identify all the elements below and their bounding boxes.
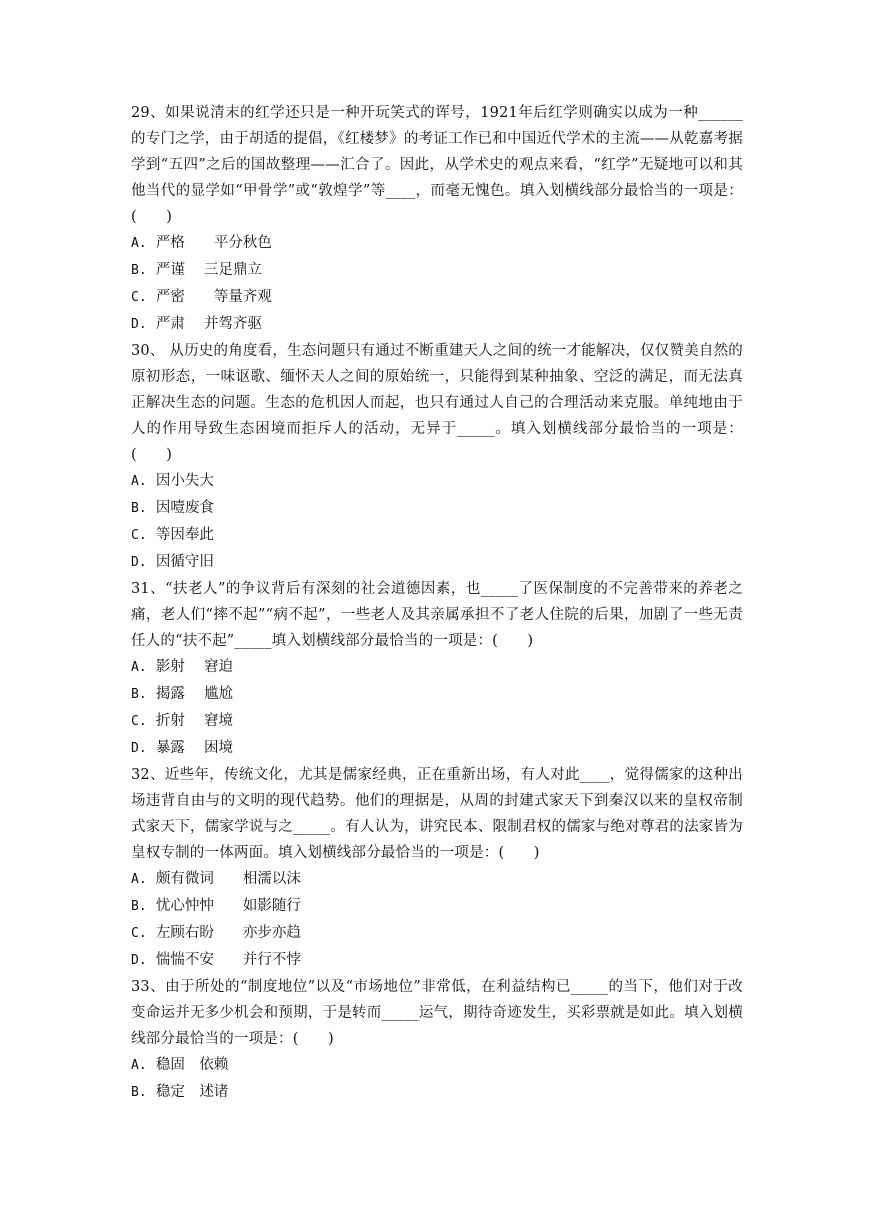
- question-30: [131, 338, 743, 576]
- option-text: 因循守旧: [155, 554, 214, 570]
- option-c: [131, 708, 743, 735]
- option-text: 等因奉此: [155, 527, 214, 543]
- option-text: 因噎废食: [155, 500, 214, 516]
- option-text: 暴露 困境: [155, 740, 233, 756]
- option-text: 折射 窘境: [155, 713, 233, 729]
- option-letter: B.: [131, 263, 147, 278]
- option-letter: C.: [131, 290, 147, 305]
- option-letter: D.: [131, 555, 147, 570]
- option-letter: A.: [131, 474, 147, 489]
- option-a: [131, 468, 743, 495]
- question-31: [131, 576, 743, 762]
- option-a: [131, 866, 743, 893]
- option-text: 严密 等量齐观: [155, 289, 272, 305]
- option-text: 惴惴不安 并行不悖: [155, 952, 301, 968]
- question-32: [131, 762, 743, 974]
- option-letter: C.: [131, 714, 147, 729]
- option-letter: B.: [131, 501, 147, 516]
- option-a: [131, 654, 743, 681]
- option-a: [131, 1052, 743, 1079]
- option-text: 因小失大: [155, 473, 214, 489]
- question-33: [131, 974, 743, 1106]
- option-letter: D.: [131, 741, 147, 756]
- option-b: [131, 681, 743, 708]
- option-letter: B.: [131, 899, 147, 914]
- exam-page: [131, 100, 743, 1106]
- option-letter: A.: [131, 1058, 147, 1073]
- option-text: 忧心忡忡 如影随行: [155, 898, 301, 914]
- option-letter: A.: [131, 872, 147, 887]
- option-letter: B.: [131, 687, 147, 702]
- option-c: [131, 284, 743, 311]
- option-b: [131, 257, 743, 284]
- question-text: 30、 从历史的角度看，生态问题只有通过不断重建天人之间的统一才能解决，仅仅赞美自然的原初形态，一味讴歌、缅怀天人之间的原始统一，只能得到某种抽象、空泛的满足，而无法真正解决生态的问题。生态的危机因人而起，也只有通过人自己的合理活动来克服。单纯地由于人的作用导致生态困境而拒斥人的活动，无异于_____。填入划横线部分最恰当的一项是：( ): [131, 343, 743, 463]
- option-text: 严格 平分秋色: [155, 235, 272, 251]
- option-text: 左顾右盼 亦步亦趋: [155, 925, 301, 941]
- option-b: [131, 495, 743, 522]
- option-letter: C.: [131, 926, 147, 941]
- option-letter: A.: [131, 660, 147, 675]
- option-d: [131, 549, 743, 576]
- option-b: [131, 893, 743, 920]
- option-d: [131, 311, 743, 338]
- option-text: 严谨 三足鼎立: [155, 262, 262, 278]
- option-a: [131, 230, 743, 257]
- option-letter: A.: [131, 236, 147, 251]
- question-text: 32、近些年，传统文化，尤其是儒家经典，正在重新出场，有人对此____，觉得儒家的这种出场违背自由与的文明的现代趋势。他们的理据是，从周的封建式家天下到秦汉以来的皇权帝制式家天下，儒家学说与之_____。有人认为，讲究民本、限制君权的儒家与绝对尊君的法家皆为皇权专制的一体两面。填入划横线部分最恰当的一项是：( ): [131, 767, 743, 861]
- option-text: 影射 窘迫: [155, 659, 233, 675]
- option-c: [131, 920, 743, 947]
- question-text: 31、“扶老人”的争议背后有深刻的社会道德因素，也_____了医保制度的不完善带来的养老之痛，老人们“摔不起”“病不起”，一些老人及其亲属承担不了老人住院的后果，加剧了一些无责任人的“扶不起”_____填入划横线部分最恰当的一项是：( ): [131, 581, 743, 649]
- option-letter: D.: [131, 953, 147, 968]
- option-text: 严肃 并驾齐驱: [155, 316, 262, 332]
- option-text: 揭露 尴尬: [155, 686, 233, 702]
- option-b: [131, 1079, 743, 1106]
- option-d: [131, 735, 743, 762]
- option-text: 稳定 述诸: [155, 1084, 229, 1100]
- question-29: [131, 100, 743, 338]
- option-text: 颇有微词 相濡以沫: [155, 871, 301, 887]
- option-letter: C.: [131, 528, 147, 543]
- option-d: [131, 947, 743, 974]
- option-letter: B.: [131, 1085, 147, 1100]
- question-text: 29、如果说清末的红学还只是一种开玩笑式的诨号，1921年后红学则确实以成为一种______的专门之学，由于胡适的提倡，《红楼梦》的考证工作已和中国近代学术的主流——从乾嘉考据学到“五四”之后的国故整理——汇合了。因此，从学术史的观点来看，“红学”无疑地可以和其他当代的显学如“甲骨学”或“敦煌学”等____，而毫无愧色。填入划横线部分最恰当的一项是：( ): [131, 105, 743, 225]
- question-text: 33、由于所处的“制度地位”以及“市场地位”非常低，在利益结构已_____的当下，他们对于改变命运并无多少机会和预期，于是转而_____运气，期待奇迹发生，买彩票就是如此。填入划横线部分最恰当的一项是：( ): [131, 979, 743, 1047]
- option-letter: D.: [131, 317, 147, 332]
- option-c: [131, 522, 743, 549]
- option-text: 稳固 依赖: [155, 1057, 229, 1073]
